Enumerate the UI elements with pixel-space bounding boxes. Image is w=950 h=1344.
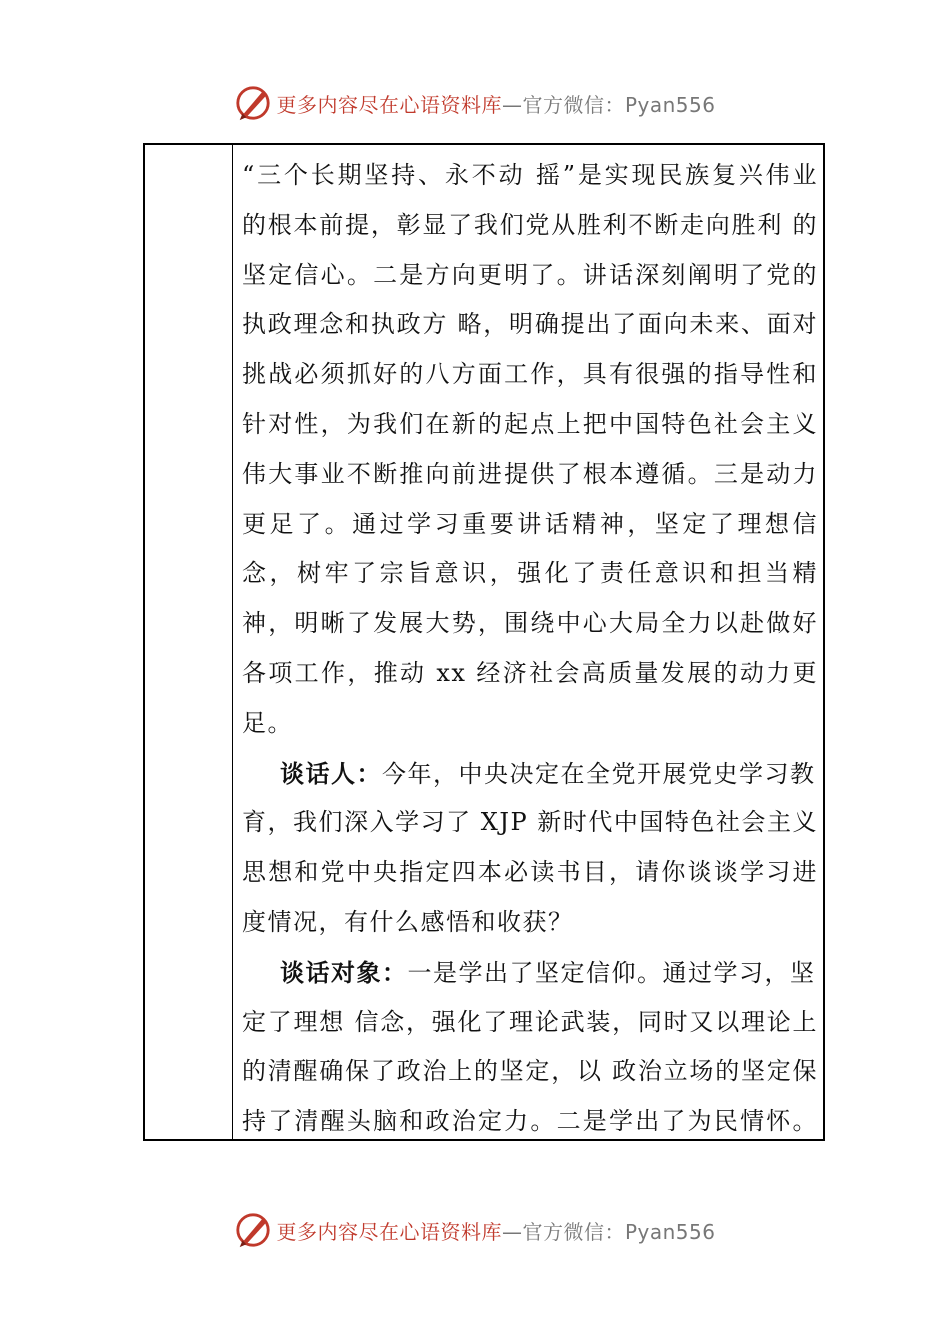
text-line: 神，明晰了发展大势，围绕中心大局全力以赴做好 [242, 609, 818, 638]
speaker-paragraph [242, 749, 818, 799]
text-line: 伟大事业不断推向前进提供了根本遵循。三是动力 [242, 459, 818, 488]
text-line: 定了理想 信念，强化了理论武装，同时又以理论上 [242, 1007, 818, 1036]
watermark-gray-text: —官方微信：Pyan556 [501, 1219, 716, 1244]
text-line: 执政理念和执政方 略，明确提出了面向未来、面对 [242, 310, 818, 339]
interview-table [143, 143, 825, 1141]
text-line: 针对性，为我们在新的起点上把中国特色社会主义 [242, 409, 818, 438]
text-line: 足。 [242, 708, 293, 737]
pen-circle-logo-icon [234, 1211, 272, 1249]
watermark-gray-text: —官方微信：Pyan556 [501, 92, 716, 117]
interviewee-label: 谈话对象： [280, 957, 408, 987]
text-line: 的根本前提，彰显了我们党从胜利不断走向胜利 的 [242, 210, 818, 239]
watermark-red-text: 更多内容尽在心语资料库 [276, 92, 502, 117]
text-line: 念，树牢了宗旨意识，强化了责任意识和担当精 [242, 559, 818, 588]
watermark-header [0, 83, 950, 123]
interview-content-cell [242, 151, 818, 1147]
text-line: “三个长期坚持、永不动 摇”是实现民族复兴伟业 [242, 161, 818, 189]
column-divider [232, 145, 233, 1139]
text-line: 育，我们深入学习了 XJP 新时代中国特色社会主义 [242, 808, 818, 837]
text-line: 一是学出了坚定信仰。通过学习，坚 [407, 958, 816, 987]
watermark-footer [0, 1210, 950, 1250]
text-line: 思想和党中央指定四本必读书目，请你谈谈学习进 [242, 858, 818, 887]
text-line: 今年，中央决定在全党开展党史学习教 [382, 759, 816, 788]
watermark-red-text: 更多内容尽在心语资料库 [276, 1219, 502, 1244]
speaker-label: 谈话人： [280, 758, 382, 788]
pen-circle-logo-icon [234, 84, 272, 122]
text-line: 挑战必须抓好的八方面工作，具有很强的指导性和 [242, 360, 818, 389]
text-line: 各项工作，推动 xx 经济社会高质量发展的动力更 [242, 658, 818, 687]
text-line: 持了清醒头脑和政治定力。二是学出了为民情怀。 [242, 1107, 818, 1136]
interviewee-paragraph [242, 948, 818, 998]
text-line: 的清醒确保了政治上的坚定，以 政治立场的坚定保 [242, 1057, 818, 1086]
text-line: 度情况，有什么感悟和收获？ [242, 907, 574, 936]
text-line: 坚定信心。二是方向更明了。讲话深刻阐明了党的 [242, 260, 818, 289]
text-line: 更足了。通过学习重要讲话精神，坚定了理想信 [242, 509, 818, 538]
